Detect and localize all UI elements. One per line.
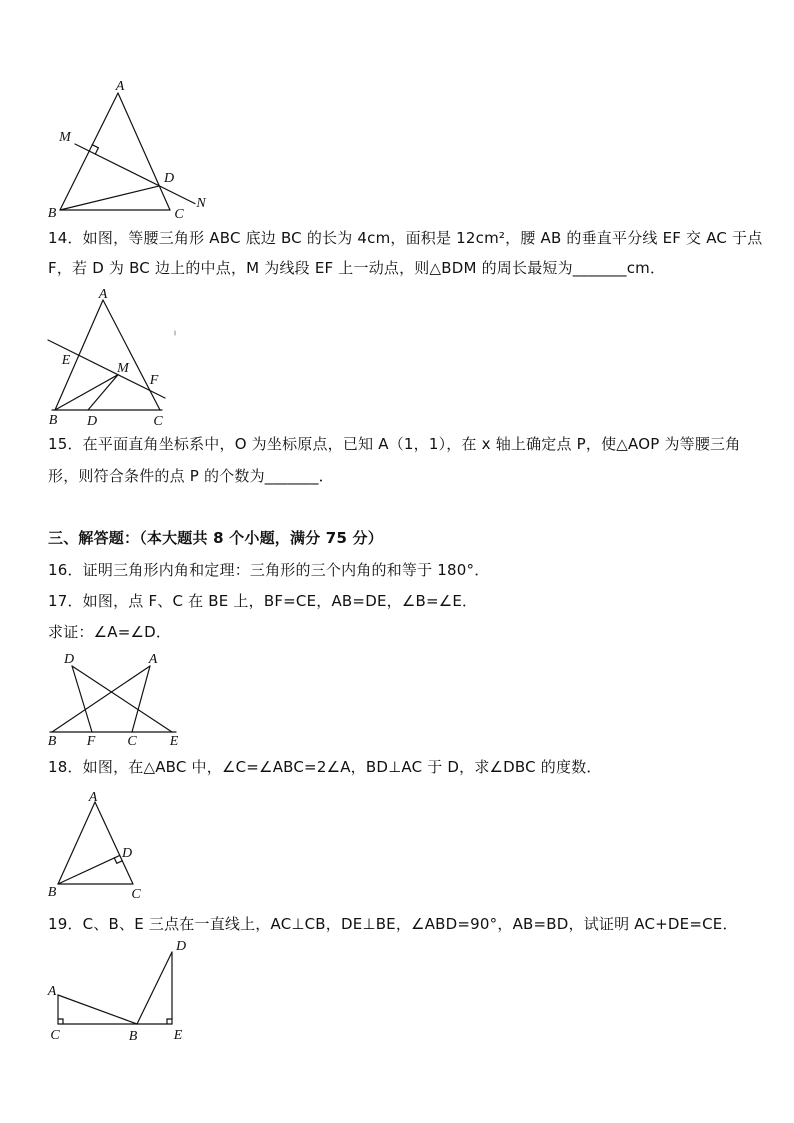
fig4-side-AC — [95, 802, 133, 884]
fig2-label-A: A — [98, 287, 108, 302]
fig2-segment-BM — [55, 375, 118, 410]
figure-3-crossing-triangles — [48, 652, 179, 749]
fig2-label-B: B — [48, 413, 58, 428]
q17-line2: 求证：∠A=∠D． — [48, 623, 172, 641]
fig1-segment-BD — [60, 186, 159, 210]
fig2-label-E: E — [61, 353, 71, 368]
fig3-label-D: D — [63, 652, 75, 667]
fig4-label-B: B — [47, 885, 57, 900]
fig2-label-M: M — [117, 361, 129, 376]
q15-line1: 15．在平面直角坐标系中，O 为坐标原点，已知 A（1，1），在 x 轴上确定点 P，使△AOP 为等腰三角 — [48, 435, 741, 453]
fig5-right-angle-mark-E — [167, 1019, 172, 1024]
figure-5-right-angles-on-line — [47, 939, 186, 1044]
fig2-label-C: C — [153, 414, 163, 429]
fig3-label-B: B — [47, 734, 57, 749]
fig1-label-C: C — [174, 207, 184, 222]
fig3-label-C: C — [127, 734, 137, 749]
q16-line1: 16．证明三角形内角和定理：三角形的三个内角的和等于 180°． — [48, 561, 490, 579]
figure-2-isosceles-triangle — [48, 287, 175, 429]
fig3-label-F: F — [86, 734, 96, 749]
fig2-line-EF — [48, 340, 165, 398]
section3-heading: 三、解答题：（本大题共 8 个小题，满分 75 分） — [48, 529, 383, 547]
fig1-label-N: N — [196, 196, 206, 211]
q17-line1: 17．如图，点 F、C 在 BE 上，BF=CE，AB=DE，∠B=∠E． — [48, 592, 478, 610]
fig4-label-D: D — [121, 846, 133, 861]
fig5-segment-AB — [58, 995, 137, 1024]
fig5-right-angle-mark-C — [58, 1019, 63, 1024]
fig4-label-C: C — [131, 887, 141, 902]
fig2-segment-DM — [88, 375, 118, 410]
figure-4-triangle-altitude — [48, 790, 142, 902]
fig4-segment-BD — [58, 855, 120, 884]
fig5-segment-BD — [137, 952, 172, 1024]
fig5-label-A: A — [47, 984, 57, 999]
fig2-label-F: F — [149, 373, 159, 388]
fig2-side-AC — [103, 300, 160, 410]
fig3-label-A: A — [148, 652, 158, 667]
fig5-label-C: C — [50, 1028, 60, 1043]
fig1-label-B: B — [47, 206, 57, 221]
q14-line1: 14．如图，等腰三角形 ABC 底边 BC 的长为 4cm，面积是 12cm²，腰 AB 的垂直平分线 EF 交 AC 于点 — [48, 229, 763, 247]
fig3-segment-DF — [72, 666, 92, 732]
fig1-label-M: M — [59, 130, 71, 145]
q15-line2: 形，则符合条件的点 P 的个数为_______． — [48, 467, 334, 485]
fig1-line-MN — [75, 144, 195, 204]
q18-line1: 18．如图，在△ABC 中，∠C=∠ABC=2∠A，BD⊥AC 于 D，求∠DBC 的度数． — [48, 758, 602, 776]
fig5-label-D: D — [175, 939, 187, 954]
figure-1-triangle-perpendicular-bisector — [48, 79, 207, 222]
fig5-label-B: B — [128, 1029, 138, 1044]
fig2-label-D: D — [86, 414, 98, 429]
fig1-label-D: D — [163, 171, 175, 186]
fig3-segment-DE — [72, 666, 172, 732]
fig4-label-A: A — [88, 790, 98, 805]
q14-line2: F，若 D 为 BC 边上的中点，M 为线段 EF 上一动点，则△BDM 的周长最短为_______cm． — [48, 259, 666, 277]
fig3-label-E: E — [169, 734, 179, 749]
fig1-side-AC — [118, 93, 170, 210]
fig1-label-A: A — [115, 79, 125, 94]
fig5-label-E: E — [173, 1028, 183, 1043]
fig4-side-AB — [58, 802, 95, 884]
q19-line1: 19．C、B、E 三点在一直线上，AC⊥CB，DE⊥BE，∠ABD=90°，AB=BD，试证明 AC+DE=CE． — [48, 915, 738, 933]
